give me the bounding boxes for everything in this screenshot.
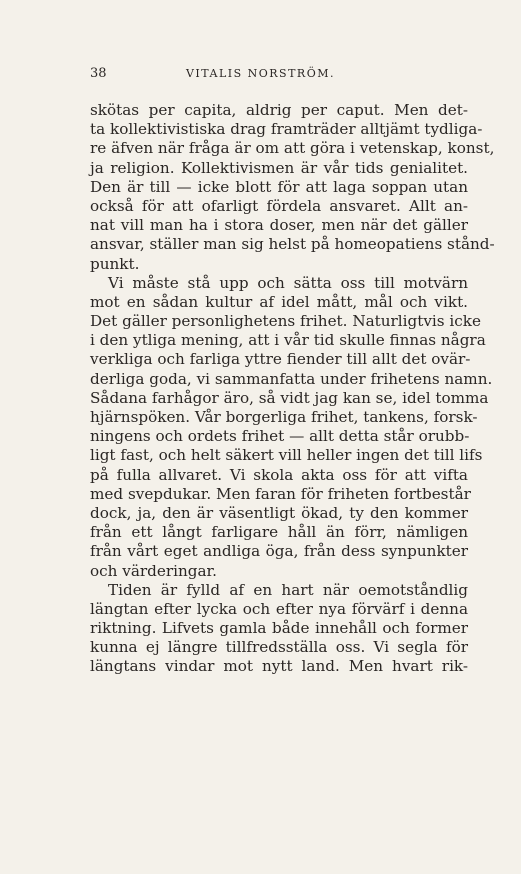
text-line: Vi måste stå upp och sätta oss till motvärn bbox=[108, 273, 468, 292]
text-line: Den är till — icke blott för att laga soppan utan bbox=[90, 177, 468, 196]
text-line: ansvar, ställer man sig helst på homeopatiens stånd- bbox=[90, 235, 495, 254]
text-line: dock, ja, den är väsentligt ökad, ty den kommer bbox=[90, 503, 468, 522]
text-line: verkliga och farliga yttre fiender till allt det ovär- bbox=[90, 350, 471, 369]
text-line: längtans vindar mot nytt land. Men hvart rik- bbox=[90, 657, 468, 676]
text-line: hjärnspöken. Vår borgerliga frihet, tankens, forsk- bbox=[90, 408, 478, 426]
text-line: ta kollektivistiska drag framträder alltjämt tydliga- bbox=[90, 120, 483, 139]
text-line: på fulla allvaret. Vi skola akta oss för att vifta bbox=[90, 465, 468, 484]
text-line: kunna ej längre tillfredsställa oss. Vi segla för bbox=[90, 638, 468, 657]
text-line: re äfven när fråga är om att göra i vetenskap, konst, bbox=[90, 139, 495, 158]
text-line: Det gäller personlighetens frihet. Naturligtvis icke bbox=[90, 312, 481, 331]
text-line: och värderingar. bbox=[90, 561, 217, 580]
text-line: längtan efter lycka och efter nya förvärf i denna bbox=[90, 599, 468, 618]
text-line: ligt fast, och helt säkert vill heller ingen det till lifs bbox=[90, 446, 483, 465]
text-line: punkt. bbox=[90, 254, 140, 273]
text-line: riktning. Lifvets gamla både innehåll och former bbox=[90, 619, 468, 638]
running-head: VITALIS NORSTRÖM. bbox=[185, 67, 335, 80]
text-line: Sådana farhågor äro, så vidt jag kan se, idel tomma bbox=[90, 388, 489, 407]
page-number: 38 bbox=[90, 66, 107, 81]
text-line: nat vill man ha i stora doser, men när det gäller bbox=[90, 216, 468, 235]
text-line: Tiden är fylld af en hart när oemotståndlig bbox=[108, 580, 468, 599]
text-line: från vårt eget andliga öga, från dess synpunkter bbox=[90, 542, 468, 561]
text-line: från ett långt farligare håll än förr, nämligen bbox=[90, 523, 468, 542]
text-line: skötas per capita, aldrig per caput. Men det- bbox=[90, 101, 468, 119]
text-line: med svepdukar. Men faran för friheten fortbestår bbox=[90, 484, 471, 503]
text-line: derliga goda, vi sammanfatta under frihetens namn. bbox=[90, 369, 493, 388]
page-header bbox=[90, 66, 431, 86]
body-text bbox=[90, 101, 495, 677]
text-line: i den ytliga mening, att i vår tid skulle finnas några bbox=[90, 331, 486, 350]
text-line: ningens och ordets frihet — allt detta står orubb- bbox=[90, 427, 470, 446]
text-line: mot en sådan kultur af idel mått, mål och vikt. bbox=[90, 292, 468, 311]
text-line: ja religion. Kollektivismen är vår tids genialitet. bbox=[90, 158, 468, 177]
text-line: också för att ofarligt fördela ansvaret. Allt an- bbox=[90, 196, 468, 215]
